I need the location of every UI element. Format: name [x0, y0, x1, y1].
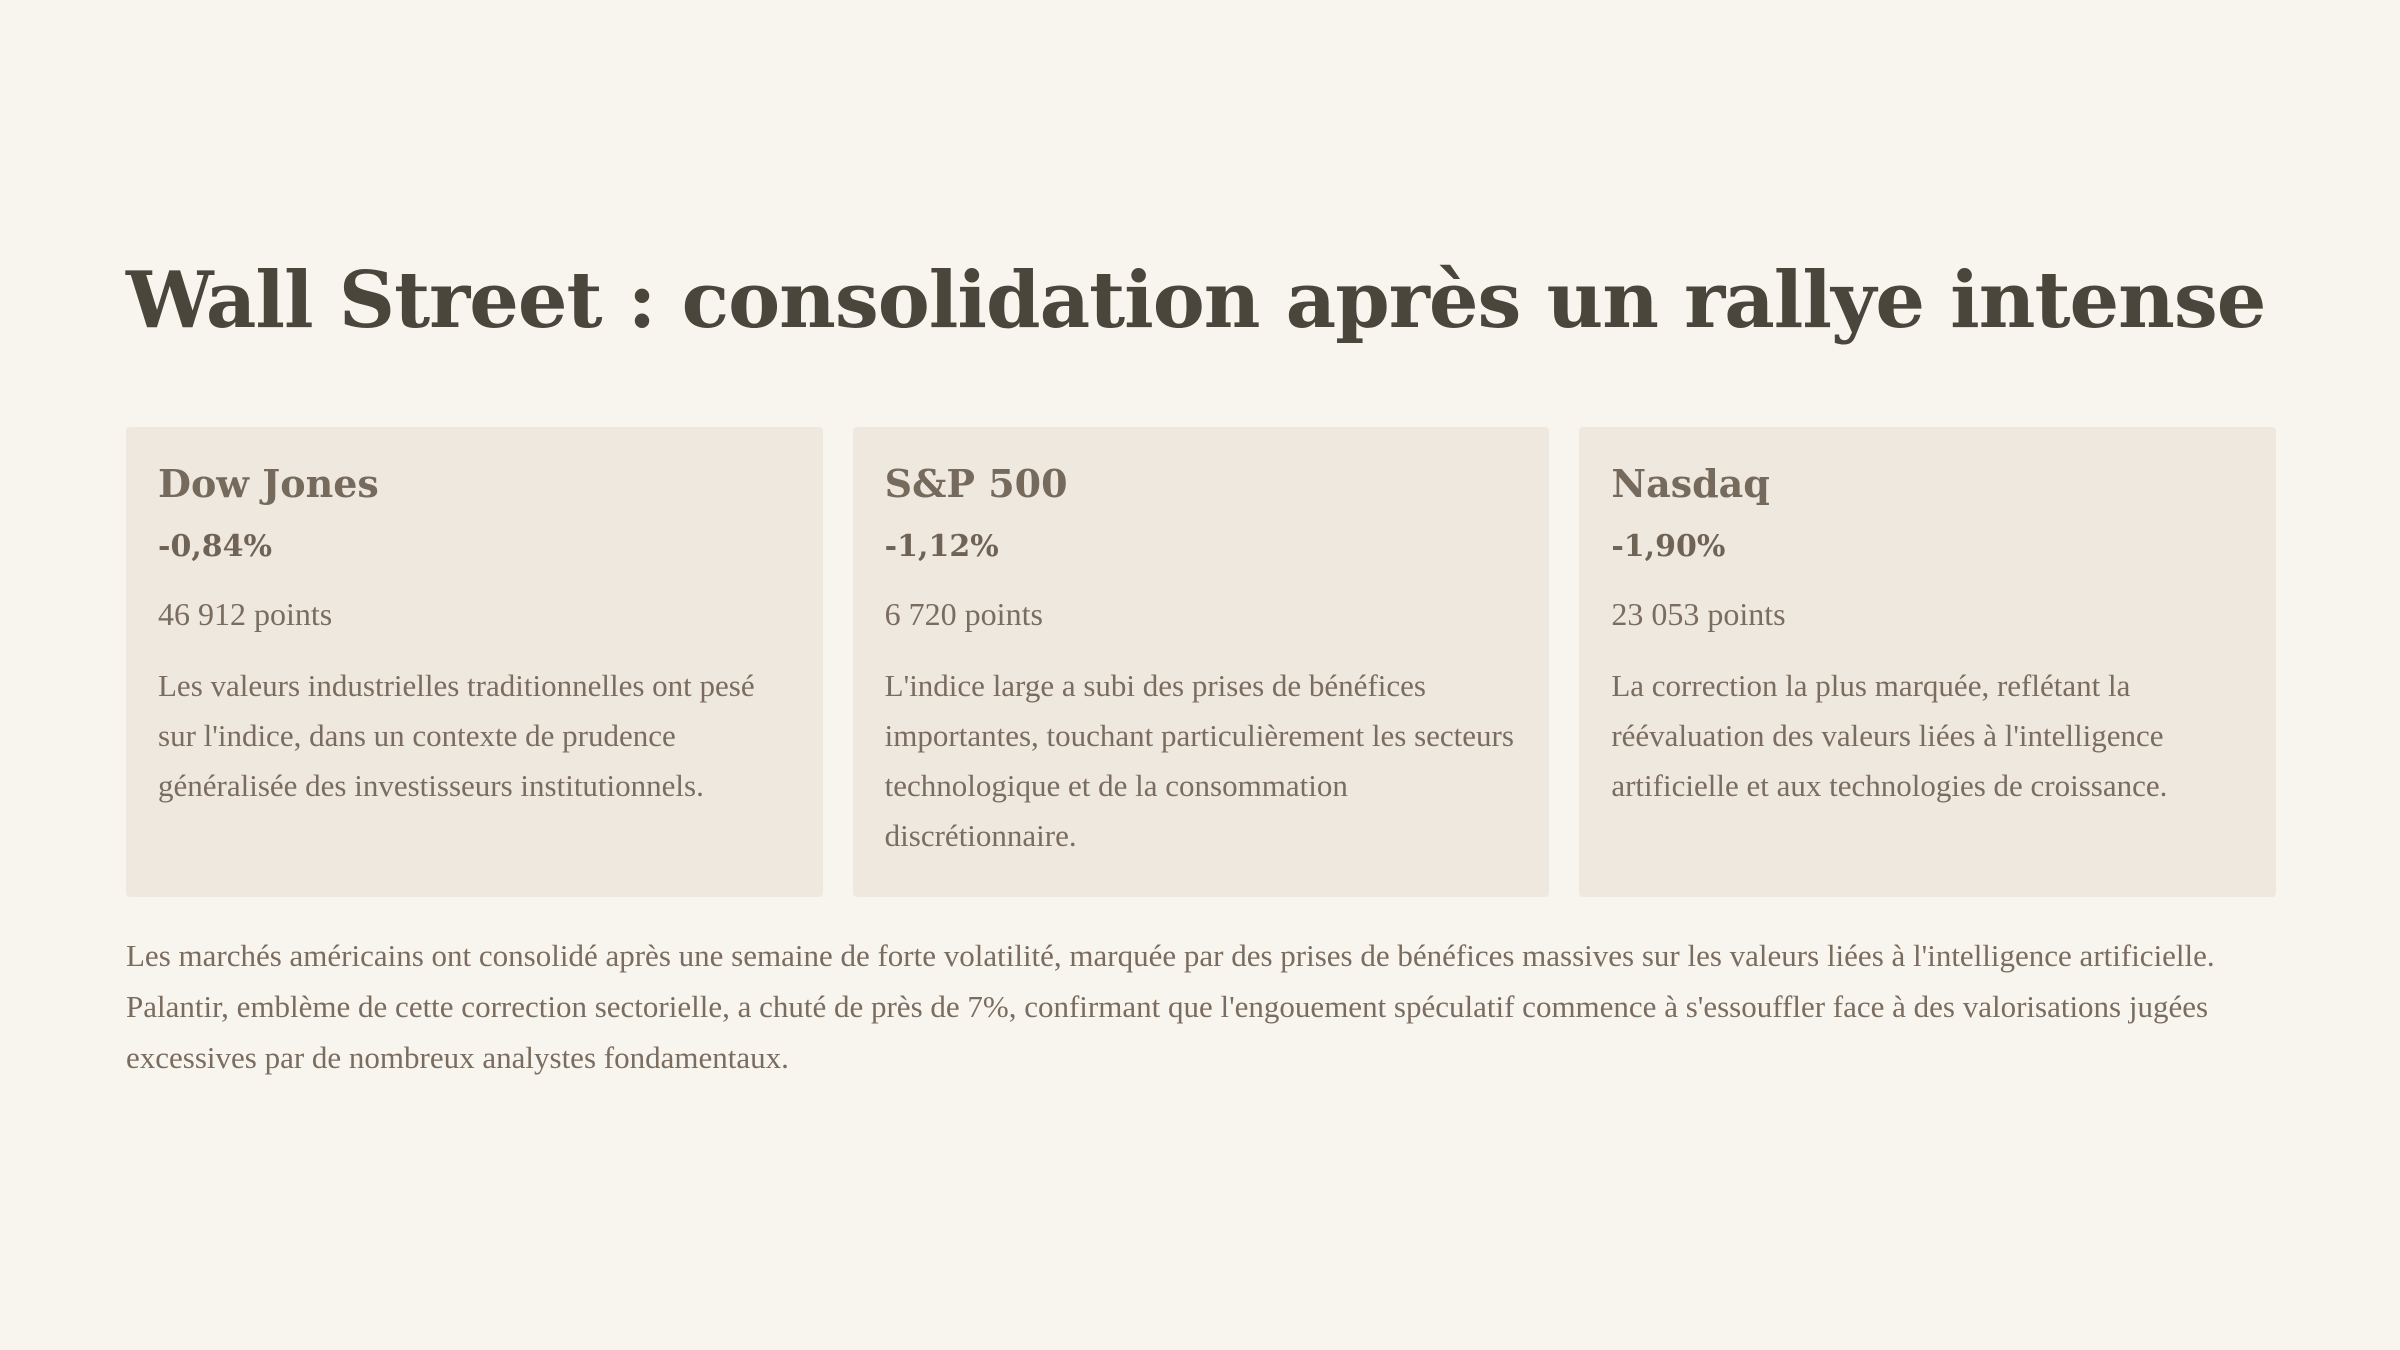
- index-card-dow-jones: [126, 427, 823, 897]
- index-card-nasdaq: [1579, 427, 2276, 897]
- index-points: 46 912 points: [158, 595, 333, 632]
- index-description: Les valeurs industrielles traditionnelles ont pesé sur l'indice, dans un contexte de prudence généralisée des investisseurs institutionnels.: [158, 667, 755, 803]
- index-change: -1,12%: [884, 528, 999, 564]
- index-name: Dow Jones: [158, 461, 379, 506]
- index-change: -0,84%: [158, 528, 273, 564]
- index-card-sp500: [853, 427, 1550, 897]
- index-description: La correction la plus marquée, reflétant la réévaluation des valeurs liées à l'intelligence artificielle et aux technologies de croissance.: [1611, 667, 2168, 803]
- index-description: L'indice large a subi des prises de bénéfices importantes, touchant particulièrement les secteurs technologique et de la consommation discrétionnaire.: [884, 667, 1514, 853]
- index-points: 23 053 points: [1611, 595, 1786, 632]
- slide: [126, 0, 2276, 1350]
- index-points: 6 720 points: [884, 595, 1043, 632]
- page-title: Wall Street : consolidation après un rallye intense: [126, 255, 2266, 346]
- index-name: Nasdaq: [1611, 461, 1770, 506]
- index-name: S&P 500: [884, 461, 1068, 506]
- index-cards: [126, 427, 2276, 897]
- index-change: -1,90%: [1611, 528, 1726, 564]
- summary-paragraph: Les marchés américains ont consolidé après une semaine de forte volatilité, marquée par des prises de bénéfices massives sur les valeurs liées à l'intelligence artificielle. Palantir, emblème de cette correction sectorielle, a chuté de près de 7%, confirmant que l'engouement spéculatif commence à s'essouffler face à des valorisations jugées excessives par de nombreux analystes fondamentaux.: [126, 938, 2215, 1075]
